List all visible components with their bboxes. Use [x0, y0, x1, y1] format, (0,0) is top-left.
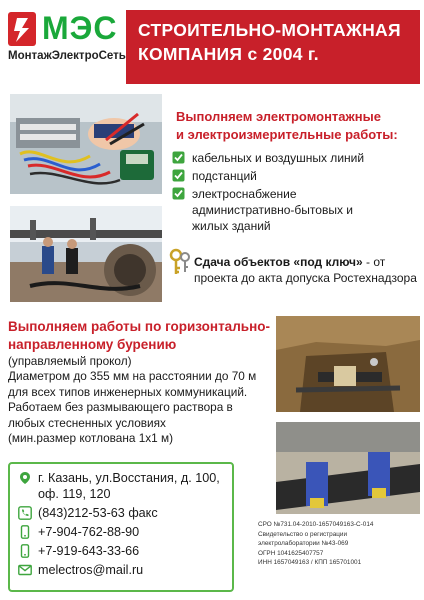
phone-icon: [18, 506, 32, 520]
registration-line-1: СРО №731.04-2010-1657049163-С-014: [258, 521, 374, 528]
registration-line-3: электролаборатории №43-069: [258, 540, 349, 548]
banner-line-1: СТРОИТЕЛЬНО-МОНТАЖНАЯ: [138, 20, 401, 40]
registration-line-4: ОГРН 1041625407757: [258, 549, 324, 557]
drilling-line-3: Работаем без размывающего раствора в любых стесненных условиях: [8, 400, 233, 430]
drilling-line-2: Диаметром до 355 мм на расстоянии до 70 м для всех типов инженерных коммуникаций.: [8, 369, 257, 399]
list-item: [172, 150, 422, 166]
turnkey-bold: Сдача объектов «под ключ»: [194, 255, 363, 269]
list-item-label: электроснабжение административно-бытовых и жилых зданий: [192, 187, 353, 233]
banner-line-2: КОМПАНИЯ с 2004 г.: [138, 44, 319, 64]
mobile-phone-icon: [18, 544, 32, 558]
excavation-photo: [276, 316, 420, 412]
logo-text: МЭС: [42, 10, 118, 46]
email-row: [16, 562, 230, 578]
electrician-photo: [10, 94, 162, 194]
cable-laying-photo: [10, 206, 162, 302]
registration-line-5: ИНН 1657049163 / КПП 165701001: [258, 559, 362, 567]
turnkey-text: [194, 254, 420, 286]
drilling-line-4: (мин.размер котлована 1х1 м): [8, 431, 174, 446]
title-banner-text: [138, 18, 418, 66]
list-item-label: кабельных и воздушных линий: [192, 151, 365, 165]
logo-subtitle: МонтажЭлектроСеть: [8, 50, 126, 62]
logo-mark-icon: [8, 12, 36, 46]
electrical-works-list: [172, 150, 422, 236]
registration-info: [258, 520, 422, 568]
checkbox-checked-icon: [172, 187, 185, 200]
address-text: г. Казань, ул.Восстания, д. 100, оф. 119, 120: [38, 471, 220, 501]
drilling-description: [8, 354, 270, 446]
drilling-heading: Выполняем работы по горизонтально-направленному бурению: [8, 319, 270, 352]
mail-icon: [18, 563, 32, 577]
contacts-box: [8, 462, 234, 592]
mobile-phone-icon: [18, 525, 32, 539]
turnkey-rest: - от проекта до акта допуска Ростехнадзора: [194, 255, 417, 285]
phone2-row: [16, 543, 230, 559]
checkbox-checked-icon: [172, 169, 185, 182]
contacts-list: [16, 470, 230, 578]
fax-number[interactable]: (843)212-53-63 факс: [38, 506, 158, 520]
location-pin-icon: [18, 471, 32, 485]
phone1-row: [16, 524, 230, 540]
electrical-works-heading: [176, 108, 416, 144]
fax-row: [16, 505, 230, 521]
drilling-line-1: (управляемый прокол): [8, 354, 132, 368]
email-link[interactable]: melectros@mail.ru: [38, 563, 144, 577]
pipe-clamps-photo: [276, 422, 420, 514]
phone-number-1[interactable]: +7-904-762-88-90: [38, 525, 140, 539]
list-item-label: подстанций: [192, 169, 257, 183]
list-item: [172, 186, 382, 234]
phone-number-2[interactable]: +7-919-643-33-66: [38, 544, 140, 558]
list-item: [172, 168, 422, 184]
electrical-heading-line-1: Выполняем электромонтажные: [176, 109, 381, 124]
checkbox-checked-icon: [172, 151, 185, 164]
electrical-heading-line-2: и электроизмерительные работы:: [176, 127, 398, 142]
registration-line-2: Свидетельство о регистрации: [258, 530, 348, 538]
address-row: [16, 470, 230, 502]
keys-icon: [168, 248, 192, 278]
